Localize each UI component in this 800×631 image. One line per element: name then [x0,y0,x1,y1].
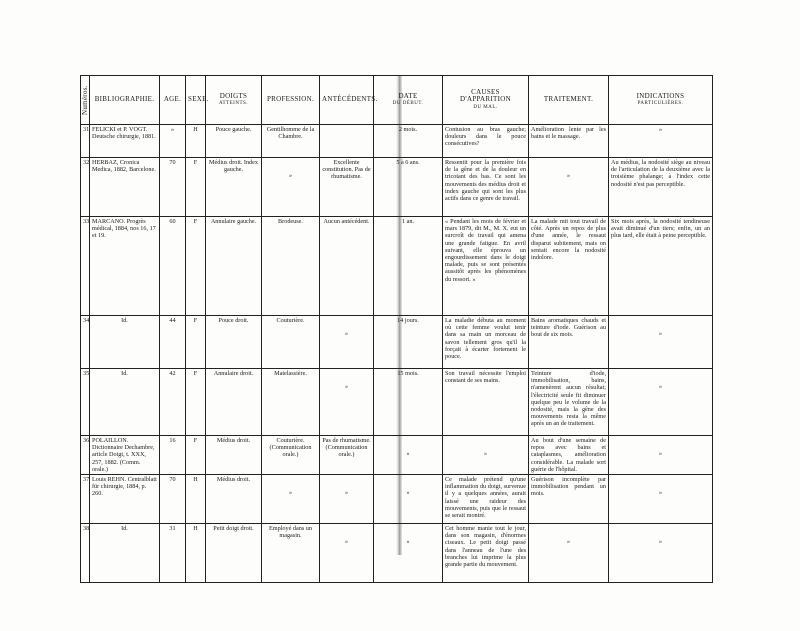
cell-antecedents: Aucun antécédent. [320,217,374,316]
header-doigts-label: DOIGTS [219,91,248,100]
cell-causes: Ressentit pour la première fois de la gêne et de la douleur en tricotant des bas. Ce sont les mouvements des médius droit et index gauche qui sont les plus actifs dans ce genre de travail. [443,158,529,217]
cell-biblio: Id. [90,369,160,436]
cell-profession: Gentilhomme de la Chambre. [262,125,320,158]
cell-causes: Cet homme manie tout le jour, dans son magasin, d'énormes ciseaux. Le petit doigt passé dans l'anneau de l'une des branches lui imprime la plus grande partie du mouvement. [443,524,529,583]
cell-antecedents [320,125,374,158]
header-causes-label: CAUSES D'APPARITION [460,88,511,104]
cell-doigts: Annulaire droit. [206,369,262,436]
cell-doigts: Médius droit. [206,436,262,475]
cell-age: 70 [160,475,186,524]
cell-antecedents: Excellente constitution. Pas de rhumatisme. [320,158,374,217]
cell-indications: Au médius, la nodosité siège au niveau de l'articulation de la deuxième avec la troisième phalange; à l'index cette nodosité n'est pas perceptible. [609,158,713,217]
cell-antecedents-value: » [345,539,348,546]
cell-biblio: Id. [90,316,160,369]
header-causes-sub: DU MAL. [473,104,498,110]
header-doigts [206,76,262,125]
cell-indications [609,524,713,583]
cell-doigts: Médius droit. Index gauche. [206,158,262,217]
cell-sexe: F [186,316,206,369]
cell-age: 70 [160,158,186,217]
cell-age: 42 [160,369,186,436]
cell-profession: Brodeuse. [262,217,320,316]
cell-biblio: MARCANO. Progrès médical, 1884, nos 16, 17 et 19. [90,217,160,316]
cell-traitement: Bains aromatiques chauds et teinture d'iode. Guérison au bout de six mois. [529,316,609,369]
cell-date-value: » [406,490,410,497]
cell-traitement: Amélioration lente par les bains et le massage. [529,125,609,158]
cell-sexe: F [186,369,206,436]
cell-causes: Son travail nécessite l'emploi constant de ses mains. [443,369,529,436]
table-row [81,125,713,158]
cell-profession: Couturière. [262,316,320,369]
table-row [81,158,713,217]
cell-num: 37 [81,475,90,524]
cell-profession [262,158,320,217]
cell-num: 34 [81,316,90,369]
cell-num: 33 [81,217,90,316]
table-header [81,76,713,125]
cell-indications [609,475,713,524]
cell-indications [609,369,713,436]
header-antecedents: ANTÉCÉDENTS. [320,76,374,125]
header-indications [609,76,713,125]
cell-antecedents [320,316,374,369]
cell-causes: Ce malade prétend qu'une inflammation du doigt, survenue il y a quelques années, aurait laissé une raideur des mouvements, puis que le ressaut se serait montré. [443,475,529,524]
cell-indications-value: » [659,384,662,390]
cell-traitement: La malade mit tout travail de côté. Après un repos de plus d'une année, le ressaut disparut subitement, mais on sentait encore la nodosité indolore. [529,217,609,316]
header-traitement: TRAITEMENT. [529,76,609,125]
cell-antecedents [320,475,374,524]
cell-causes: Contusion au bras gauche; douleurs dans le pouce consécutives? [443,125,529,158]
cell-date [374,436,443,475]
cell-traitement [529,158,609,217]
cell-date-value: » [406,451,410,457]
cell-antecedents-value: » [345,384,348,390]
cell-age: 16 [160,436,186,475]
cell-traitement: Teinture d'iode, immobilisation, bains, n'amenèrent aucun résultat; l'électricité seule fit diminuer quelque peu le volume de la nodosité, mais la gêne des mouvements resta la même après un an de traitement. [529,369,609,436]
cell-doigts: Pouce droit. [206,316,262,369]
table-row [81,316,713,369]
cell-doigts: Pouce gauche. [206,125,262,158]
cell-antecedents-value: » [345,490,348,497]
cell-antecedents [320,369,374,436]
cell-causes [443,436,529,475]
cell-indications-value: » [659,539,662,546]
table-body [81,125,713,583]
cell-profession-value: » [289,490,292,497]
cell-age: 31 [160,524,186,583]
header-date [374,76,443,125]
cell-date: 5 à 6 ans. [374,158,443,217]
cell-profession: Couturière. (Communication orale.) [262,436,320,475]
cell-causes: « Pendant les mois de février et mars 1879, dit M., M. X. eut un surcroît de travail qui amena une grande fatigue. En avril suivant, elle éprouva un engourdissement dans le doigt malade, puis se sont présentés aussitôt après les phénomènes du ressort. » [443,217,529,316]
cell-num: 32 [81,158,90,217]
cell-date: 2 mois. [374,125,443,158]
cell-biblio: HERBAZ, Cronica Medica, 1882, Barcelone. [90,158,160,217]
cell-biblio: POLAILLON. Dictionnaire Dechambre, article Doigt, t. XXX, 257, 1882. (Comm. orale.) [90,436,160,475]
cell-profession-value: » [289,173,292,179]
cell-age: » [160,125,186,158]
header-sexe: SEXE. [186,76,206,125]
header-date-label: DATE [398,91,418,100]
cell-date: 15 mois. [374,369,443,436]
cell-indications: » [609,125,713,158]
header-causes [443,76,529,125]
cell-traitement: Guérison incomplète par immobilisation pendant un mois. [529,475,609,524]
cell-biblio: Louis REHN. Centralblatt für chirurgie, 1884, p. 260. [90,475,160,524]
header-indications-label: INDICATIONS [636,91,685,100]
cell-traitement: Au bout d'une semaine de repos avec bains et cataplasmes, amélioration considérable. La malade sort guérie de l'hôpital. [529,436,609,475]
cell-traitement [529,524,609,583]
cell-num: 36 [81,436,90,475]
cell-indications [609,316,713,369]
cell-sexe: H [186,475,206,524]
cell-sexe: H [186,524,206,583]
cell-profession: Matelassière. [262,369,320,436]
cell-date-value: » [406,539,410,546]
table-row [81,217,713,316]
table-row [81,524,713,583]
cell-num: 38 [81,524,90,583]
cell-date [374,524,443,583]
cell-doigts: Médius droit. [206,475,262,524]
cell-traitement-value: » [567,539,570,546]
cell-age: 44 [160,316,186,369]
header-numeros: Numéros. [81,76,90,125]
cell-biblio: Id. [90,524,160,583]
cell-age: 60 [160,217,186,316]
cell-indications-value: » [659,490,662,497]
cell-causes: La maladie débuta au moment où cette femme voulut tenir dans sa main un morceau de savon tellement gros qu'il la forçait à écarter fortement le pouce. [443,316,529,369]
cell-sexe: F [186,158,206,217]
header-bibliographie: BIBLIOGRAPHIE. [90,76,160,125]
header-indications-sub: PARTICULIÈRES. [637,101,684,106]
cell-causes-value: » [484,451,487,457]
table-row [81,475,713,524]
cell-indications [609,436,713,475]
header-doigts-sub: ATTEINTS. [218,101,249,106]
cell-traitement-value: » [567,173,570,179]
cell-num: 35 [81,369,90,436]
cell-doigts: Petit doigt droit. [206,524,262,583]
cell-doigts: Annulaire gauche. [206,217,262,316]
cell-antecedents [320,524,374,583]
cell-profession: Employé dans un magasin. [262,524,320,583]
case-register-table [80,75,713,583]
table-row [81,436,713,475]
cell-antecedents: Pas de rhumatisme. (Communication orale.) [320,436,374,475]
cell-profession [262,475,320,524]
cell-sexe: F [186,436,206,475]
header-profession: PROFESSION. [262,76,320,125]
cell-indications: Six mois après, la nodosité tendineuse avait diminué d'un tiers; enfin, un an plus tard, elle était à peine perceptible. [609,217,713,316]
header-date-sub: DU DÉBUT. [392,101,424,106]
cell-num: 31 [81,125,90,158]
cell-antecedents-value: » [345,331,348,337]
header-age: AGE. [160,76,186,125]
cell-biblio: FELICKI et P. VOGT. Deutsche chirurgie, 1881. [90,125,160,158]
cell-date: 1 an. [374,217,443,316]
table-row [81,369,713,436]
cell-sexe: F [186,217,206,316]
cell-sexe: H [186,125,206,158]
cell-date [374,475,443,524]
cell-indications-value: » [659,331,662,337]
cell-indications-value: » [659,451,662,457]
cell-date: 14 jours. [374,316,443,369]
